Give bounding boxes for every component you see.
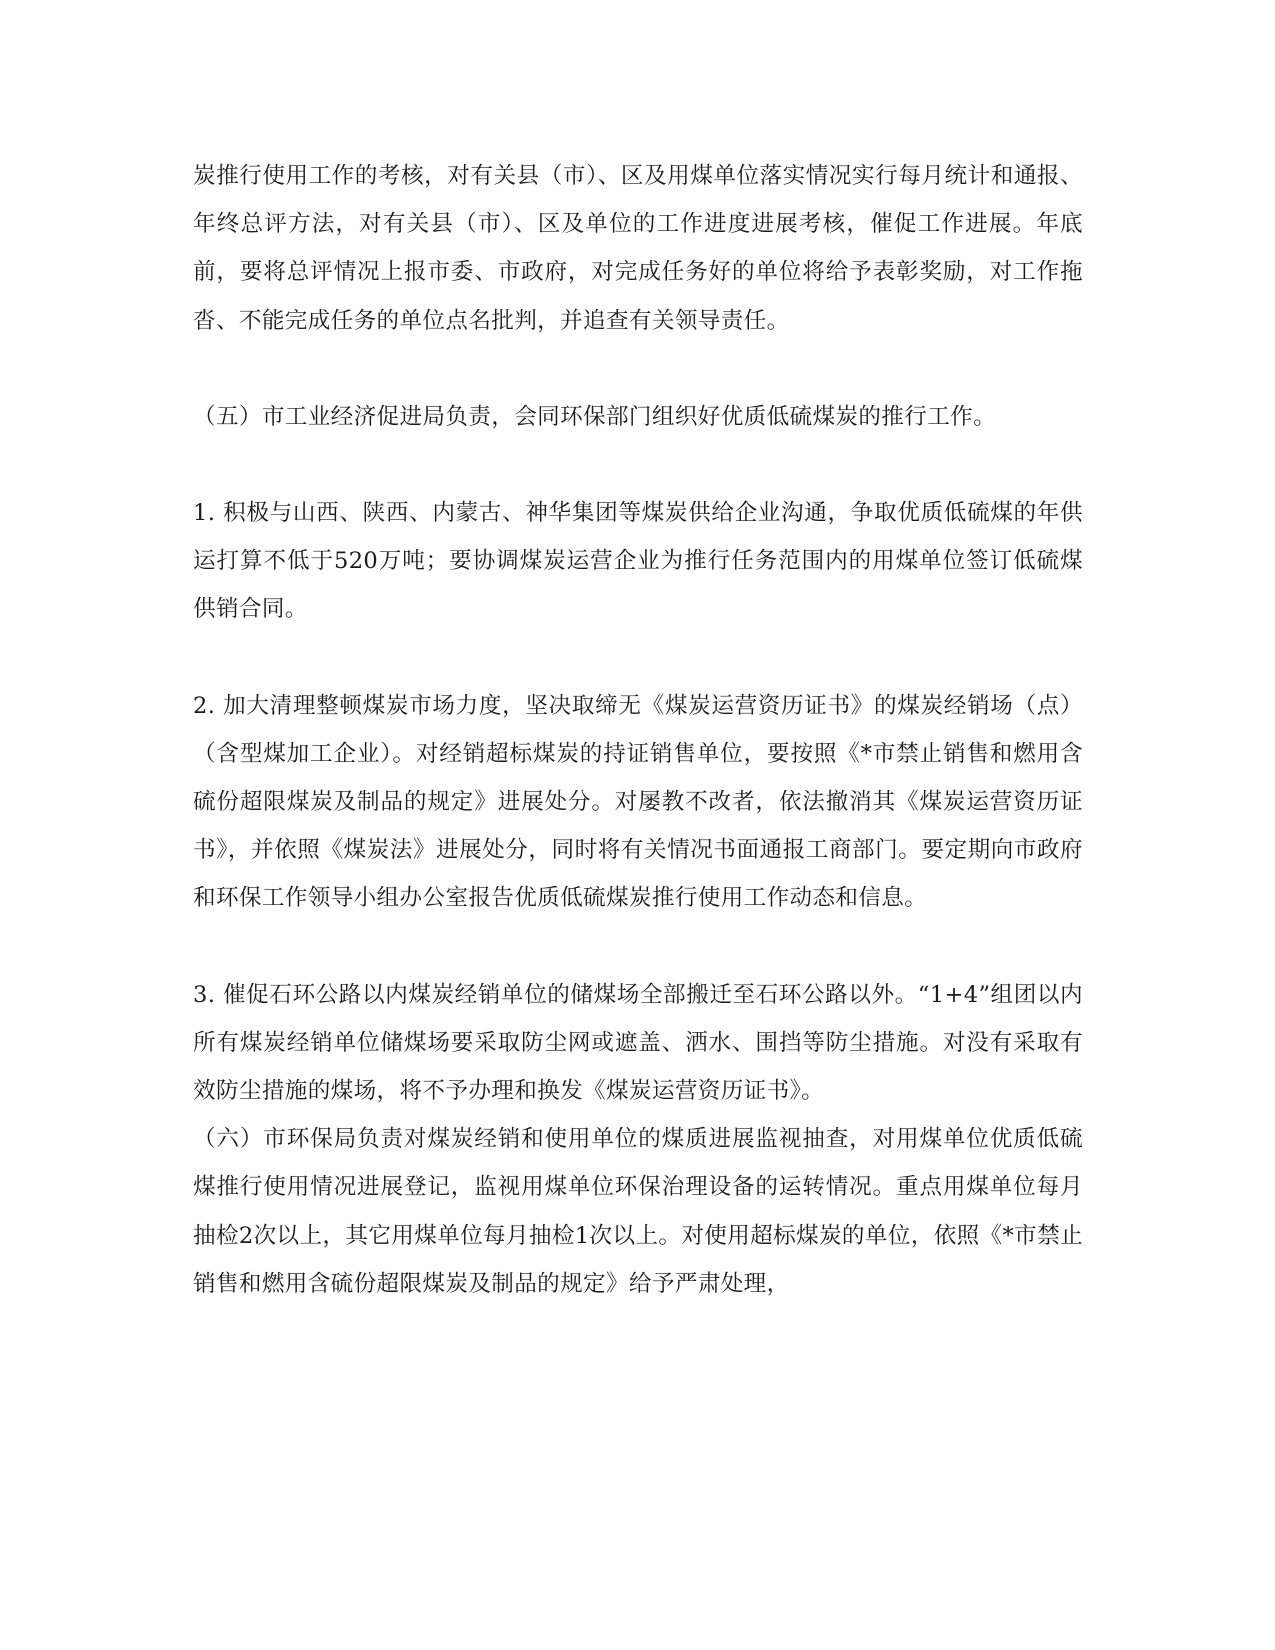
paragraph-assessment: 炭推行使用工作的考核，对有关县（市）、区及用煤单位落实情况实行每月统计和通报、年终总评方法，对有关县（市）、区及单位的工作进度进展考核，催促工作进展。年底前，要将总评情况上报市委、市政府，对完成任务好的单位将给予表彰奖励，对工作拖沓、不能完成任务的单位点名批判，并追查有关领导责任。 — [193, 163, 1083, 334]
document-body — [193, 152, 1083, 1308]
paragraph-section-five: （五）市工业经济促进局负责，会同环保部门组织好优质低硫煤炭的推行工作。 — [193, 403, 997, 430]
paragraph-item-3: 3. 催促石环公路以内煤炭经销单位的储煤场全部搬迁至石环公路以外。“1+4”组团以内所有煤炭经销单位储煤场要采取防尘网或遮盖、洒水、围挡等防尘措施。对没有采取有效防尘措施的煤场，将不予办理和换发《煤炭运营资历证书》。 — [193, 981, 1083, 1105]
paragraph-section-six: （六）市环保局负责对煤炭经销和使用单位的煤质进展监视抽查，对用煤单位优质低硫煤推行使用情况进展登记，监视用煤单位环保治理设备的运转情况。重点用煤单位每月抽检2次以上，其它用煤单位每月抽检1次以上。对使用超标煤炭的单位，依照《*市禁止销售和燃用含硫份超限煤炭及制品的规定》给予严肃处理， — [193, 1126, 1084, 1297]
paragraph-item-1: 1. 积极与山西、陕西、内蒙古、神华集团等煤炭供给企业沟通，争取优质低硫煤的年供运打算不低于520万吨；要协调煤炭运营企业为推行任务范围内的用煤单位签订低硫煤供销合同。 — [193, 500, 1083, 623]
paragraph-item-2: 2. 加大清理整顿煤炭市场力度，坚决取缔无《煤炭运营资历证书》的煤炭经销场（点）（含型煤加工企业）。对经销超标煤炭的持证销售单位，要按照《*市禁止销售和燃用含硫份超限煤炭及制品的规定》进展处分。对屡教不改者，依法撤消其《煤炭运营资历证书》，并依照《煤炭法》进展处分，同时将有关情况书面通报工商部门。要定期向市政府和环保工作领导小组办公室报告优质低硫煤炭推行使用工作动态和信息。 — [193, 692, 1083, 912]
